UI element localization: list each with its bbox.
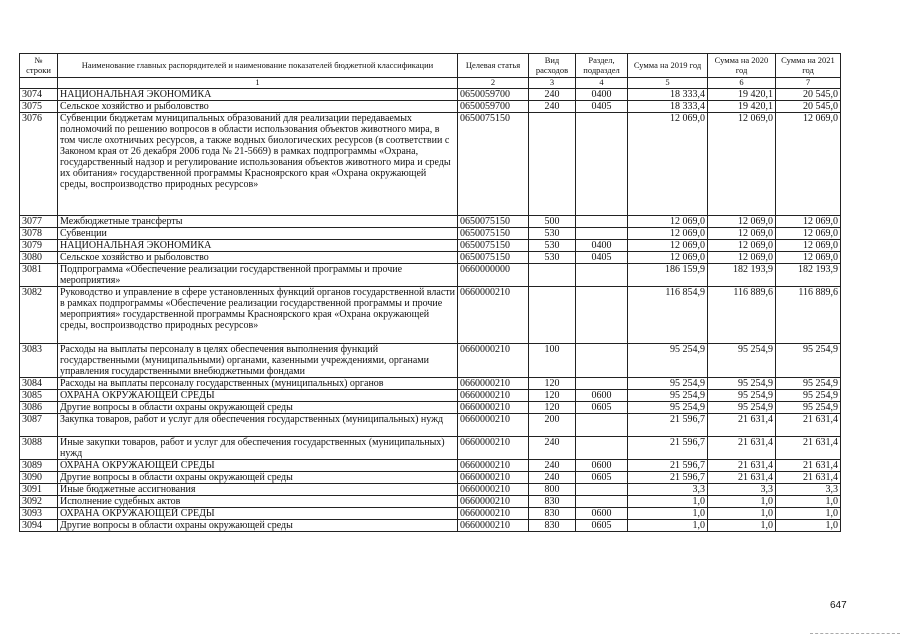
- row-section: [576, 264, 628, 287]
- table-row: [20, 496, 841, 508]
- row-target-article: 0650059700: [458, 89, 529, 101]
- row-target-article: 0660000210: [458, 344, 529, 378]
- row-section: 0405: [576, 252, 628, 264]
- row-name: Исполнение судебных актов: [58, 496, 458, 508]
- row-sum-2019: 21 596,7: [628, 414, 708, 437]
- row-expense-type: 800: [529, 484, 576, 496]
- row-sum-2019: 12 069,0: [628, 228, 708, 240]
- row-expense-type: 530: [529, 228, 576, 240]
- row-sum-2020: 3,3: [708, 484, 776, 496]
- row-expense-type: 830: [529, 496, 576, 508]
- column-index-blank: [20, 78, 58, 89]
- row-section: [576, 228, 628, 240]
- row-target-article: 0660000210: [458, 378, 529, 390]
- row-sum-2020: 116 889,6: [708, 287, 776, 344]
- row-section: [576, 344, 628, 378]
- row-sum-2019: 95 254,9: [628, 378, 708, 390]
- row-name: Межбюджетные трансферты: [58, 216, 458, 228]
- row-name: НАЦИОНАЛЬНАЯ ЭКОНОМИКА: [58, 89, 458, 101]
- row-expense-type: 830: [529, 508, 576, 520]
- row-sum-2021: 116 889,6: [776, 287, 841, 344]
- row-sum-2020: 1,0: [708, 520, 776, 532]
- budget-table: [19, 53, 841, 532]
- row-sum-2021: 95 254,9: [776, 378, 841, 390]
- bottom-divider: [810, 633, 900, 634]
- row-target-article: 0650075150: [458, 240, 529, 252]
- row-name: Иные бюджетные ассигнования: [58, 484, 458, 496]
- row-expense-type: 100: [529, 344, 576, 378]
- row-section: 0405: [576, 101, 628, 113]
- row-number: 3074: [20, 89, 58, 101]
- row-sum-2019: 1,0: [628, 496, 708, 508]
- row-expense-type: 530: [529, 240, 576, 252]
- row-expense-type: 240: [529, 89, 576, 101]
- row-target-article: 0660000210: [458, 414, 529, 437]
- column-index: 6: [708, 78, 776, 89]
- row-sum-2019: 1,0: [628, 520, 708, 532]
- row-target-article: 0660000210: [458, 402, 529, 414]
- row-section: [576, 437, 628, 460]
- row-name: Субвенции: [58, 228, 458, 240]
- header-col-num: № строки: [20, 54, 58, 78]
- row-name: ОХРАНА ОКРУЖАЮЩЕЙ СРЕДЫ: [58, 508, 458, 520]
- table-row: [20, 228, 841, 240]
- row-sum-2019: 18 333,4: [628, 101, 708, 113]
- table-row: [20, 437, 841, 460]
- row-sum-2020: 95 254,9: [708, 378, 776, 390]
- row-sum-2021: 12 069,0: [776, 113, 841, 216]
- row-number: 3094: [20, 520, 58, 532]
- table-body: [20, 89, 841, 532]
- row-section: 0605: [576, 472, 628, 484]
- row-section: [576, 414, 628, 437]
- header-col-name: Наименование главных распорядителей и наименование показателей бюджетной классификации: [58, 54, 458, 78]
- row-sum-2020: 95 254,9: [708, 390, 776, 402]
- row-target-article: 0660000210: [458, 287, 529, 344]
- row-name: Другие вопросы в области охраны окружающей среды: [58, 402, 458, 414]
- column-index: 1: [58, 78, 458, 89]
- row-expense-type: 120: [529, 402, 576, 414]
- table-row: [20, 472, 841, 484]
- row-sum-2021: 1,0: [776, 508, 841, 520]
- row-sum-2020: 1,0: [708, 496, 776, 508]
- row-sum-2021: 21 631,4: [776, 460, 841, 472]
- table-row: [20, 89, 841, 101]
- row-sum-2021: 21 631,4: [776, 472, 841, 484]
- row-number: 3087: [20, 414, 58, 437]
- row-sum-2020: 21 631,4: [708, 437, 776, 460]
- row-expense-type: [529, 113, 576, 216]
- row-sum-2019: 12 069,0: [628, 240, 708, 252]
- row-sum-2021: 95 254,9: [776, 390, 841, 402]
- row-name: Иные закупки товаров, работ и услуг для обеспечения государственных (муниципальных) нужд: [58, 437, 458, 460]
- row-target-article: 0660000210: [458, 472, 529, 484]
- header-col-sum-2020: Сумма на 2020 год: [708, 54, 776, 78]
- row-sum-2020: 95 254,9: [708, 344, 776, 378]
- row-number: 3088: [20, 437, 58, 460]
- row-sum-2021: 12 069,0: [776, 240, 841, 252]
- row-section: 0600: [576, 460, 628, 472]
- row-sum-2021: 12 069,0: [776, 228, 841, 240]
- row-section: 0600: [576, 508, 628, 520]
- table-row: [20, 264, 841, 287]
- row-number: 3091: [20, 484, 58, 496]
- row-expense-type: 200: [529, 414, 576, 437]
- row-name: Закупка товаров, работ и услуг для обеспечения государственных (муниципальных) нужд: [58, 414, 458, 437]
- row-sum-2019: 12 069,0: [628, 113, 708, 216]
- row-target-article: 0650059700: [458, 101, 529, 113]
- row-number: 3081: [20, 264, 58, 287]
- row-number: 3079: [20, 240, 58, 252]
- row-number: 3089: [20, 460, 58, 472]
- row-number: 3085: [20, 390, 58, 402]
- row-sum-2020: 182 193,9: [708, 264, 776, 287]
- row-target-article: 0650075150: [458, 113, 529, 216]
- row-expense-type: 240: [529, 472, 576, 484]
- table-row: [20, 508, 841, 520]
- row-target-article: 0650075150: [458, 252, 529, 264]
- row-target-article: 0660000210: [458, 508, 529, 520]
- row-section: [576, 484, 628, 496]
- row-expense-type: 500: [529, 216, 576, 228]
- row-section: [576, 378, 628, 390]
- table-row: [20, 390, 841, 402]
- row-target-article: 0660000210: [458, 496, 529, 508]
- row-name: Подпрограмма «Обеспечение реализации государственной программы и прочие мероприятия»: [58, 264, 458, 287]
- row-number: 3084: [20, 378, 58, 390]
- header-col-vid: Вид расходов: [529, 54, 576, 78]
- row-section: 0400: [576, 240, 628, 252]
- row-sum-2020: 21 631,4: [708, 460, 776, 472]
- row-sum-2020: 95 254,9: [708, 402, 776, 414]
- row-sum-2020: 21 631,4: [708, 414, 776, 437]
- row-target-article: 0650075150: [458, 216, 529, 228]
- row-number: 3080: [20, 252, 58, 264]
- row-sum-2019: 95 254,9: [628, 390, 708, 402]
- row-sum-2021: 95 254,9: [776, 344, 841, 378]
- table-row: [20, 113, 841, 216]
- row-target-article: 0660000210: [458, 460, 529, 472]
- row-number: 3075: [20, 101, 58, 113]
- row-sum-2021: 20 545,0: [776, 89, 841, 101]
- row-sum-2019: 12 069,0: [628, 252, 708, 264]
- header-col-code: Целевая статья: [458, 54, 529, 78]
- row-sum-2019: 95 254,9: [628, 402, 708, 414]
- row-sum-2021: 12 069,0: [776, 252, 841, 264]
- row-expense-type: [529, 264, 576, 287]
- row-sum-2019: 21 596,7: [628, 460, 708, 472]
- row-sum-2021: 21 631,4: [776, 414, 841, 437]
- row-sum-2019: 12 069,0: [628, 216, 708, 228]
- row-section: [576, 287, 628, 344]
- column-index-row: [20, 78, 841, 89]
- row-sum-2020: 12 069,0: [708, 228, 776, 240]
- row-sum-2020: 1,0: [708, 508, 776, 520]
- column-index: 2: [458, 78, 529, 89]
- row-sum-2020: 19 420,1: [708, 101, 776, 113]
- row-sum-2020: 12 069,0: [708, 240, 776, 252]
- row-sum-2021: 21 631,4: [776, 437, 841, 460]
- row-number: 3076: [20, 113, 58, 216]
- row-section: 0400: [576, 89, 628, 101]
- table-row: [20, 287, 841, 344]
- table-row: [20, 252, 841, 264]
- row-expense-type: 120: [529, 378, 576, 390]
- table-row: [20, 101, 841, 113]
- row-section: 0600: [576, 390, 628, 402]
- row-name: Субвенции бюджетам муниципальных образований для реализации передаваемых полномочий по решению вопросов в области использования объектов животного мира, в том числе охотничьих ресурсов, а также водных биологических ресурсов (в соответствии с Законом края от 26 декабря 2006 года № 21-5669) в рамках подпрограммы «Охрана, государственный надзор и регулирование использования объектов животного мира и среды их обитания» государственной программы Красноярского края «Охрана окружающей среды, воспроизводство природных ресурсов»: [58, 113, 458, 216]
- row-number: 3078: [20, 228, 58, 240]
- row-sum-2021: 182 193,9: [776, 264, 841, 287]
- row-sum-2019: 21 596,7: [628, 437, 708, 460]
- row-number: 3090: [20, 472, 58, 484]
- row-sum-2019: 1,0: [628, 508, 708, 520]
- row-name: Другие вопросы в области охраны окружающей среды: [58, 472, 458, 484]
- row-target-article: 0660000210: [458, 484, 529, 496]
- table-row: [20, 378, 841, 390]
- row-section: [576, 113, 628, 216]
- page-number: 647: [830, 600, 847, 611]
- row-name: ОХРАНА ОКРУЖАЮЩЕЙ СРЕДЫ: [58, 390, 458, 402]
- row-sum-2019: 186 159,9: [628, 264, 708, 287]
- header-col-sum-2021: Сумма на 2021 год: [776, 54, 841, 78]
- row-section: 0605: [576, 402, 628, 414]
- table-row: [20, 240, 841, 252]
- row-section: [576, 496, 628, 508]
- table-row: [20, 344, 841, 378]
- header-row: [20, 54, 841, 78]
- row-sum-2019: 21 596,7: [628, 472, 708, 484]
- row-name: НАЦИОНАЛЬНАЯ ЭКОНОМИКА: [58, 240, 458, 252]
- row-sum-2019: 95 254,9: [628, 344, 708, 378]
- row-target-article: 0660000210: [458, 520, 529, 532]
- row-expense-type: [529, 287, 576, 344]
- row-sum-2019: 116 854,9: [628, 287, 708, 344]
- row-sum-2021: 12 069,0: [776, 216, 841, 228]
- row-expense-type: 120: [529, 390, 576, 402]
- table-row: [20, 402, 841, 414]
- header-col-razd: Раздел, подраздел: [576, 54, 628, 78]
- header-col-sum-2019: Сумма на 2019 год: [628, 54, 708, 78]
- column-index: 5: [628, 78, 708, 89]
- row-target-article: 0650075150: [458, 228, 529, 240]
- row-name: Расходы на выплаты персоналу государственных (муниципальных) органов: [58, 378, 458, 390]
- row-sum-2020: 12 069,0: [708, 252, 776, 264]
- row-name: Другие вопросы в области охраны окружающей среды: [58, 520, 458, 532]
- row-sum-2019: 18 333,4: [628, 89, 708, 101]
- row-number: 3092: [20, 496, 58, 508]
- row-sum-2021: 95 254,9: [776, 402, 841, 414]
- row-sum-2021: 3,3: [776, 484, 841, 496]
- row-number: 3093: [20, 508, 58, 520]
- row-name: Расходы на выплаты персоналу в целях обеспечения выполнения функций государственными (муниципальными) органами, казенными учреждениями, органами управления государственными внебюджетными фондами: [58, 344, 458, 378]
- table-row: [20, 216, 841, 228]
- row-section: 0605: [576, 520, 628, 532]
- row-expense-type: 530: [529, 252, 576, 264]
- table-row: [20, 414, 841, 437]
- row-sum-2019: 3,3: [628, 484, 708, 496]
- column-index: 4: [576, 78, 628, 89]
- row-number: 3086: [20, 402, 58, 414]
- row-number: 3083: [20, 344, 58, 378]
- row-sum-2020: 21 631,4: [708, 472, 776, 484]
- row-sum-2021: 20 545,0: [776, 101, 841, 113]
- row-sum-2021: 1,0: [776, 496, 841, 508]
- table-row: [20, 460, 841, 472]
- row-expense-type: 240: [529, 101, 576, 113]
- column-index: 3: [529, 78, 576, 89]
- column-index: 7: [776, 78, 841, 89]
- row-target-article: 0660000210: [458, 437, 529, 460]
- row-name: Руководство и управление в сфере установленных функций органов государственной власти в рамках подпрограммы «Обеспечение реализации государственной программы и прочие мероприятия» государственной программы Красноярского края «Охрана окружающей среды, воспроизводство природных ресурсов»: [58, 287, 458, 344]
- table-row: [20, 484, 841, 496]
- row-name: Сельское хозяйство и рыболовство: [58, 252, 458, 264]
- row-expense-type: 830: [529, 520, 576, 532]
- row-sum-2020: 19 420,1: [708, 89, 776, 101]
- row-target-article: 0660000000: [458, 264, 529, 287]
- row-name: Сельское хозяйство и рыболовство: [58, 101, 458, 113]
- row-sum-2020: 12 069,0: [708, 113, 776, 216]
- row-number: 3082: [20, 287, 58, 344]
- row-sum-2020: 12 069,0: [708, 216, 776, 228]
- row-target-article: 0660000210: [458, 390, 529, 402]
- row-expense-type: 240: [529, 437, 576, 460]
- row-expense-type: 240: [529, 460, 576, 472]
- row-number: 3077: [20, 216, 58, 228]
- row-sum-2021: 1,0: [776, 520, 841, 532]
- row-name: ОХРАНА ОКРУЖАЮЩЕЙ СРЕДЫ: [58, 460, 458, 472]
- table-row: [20, 520, 841, 532]
- row-section: [576, 216, 628, 228]
